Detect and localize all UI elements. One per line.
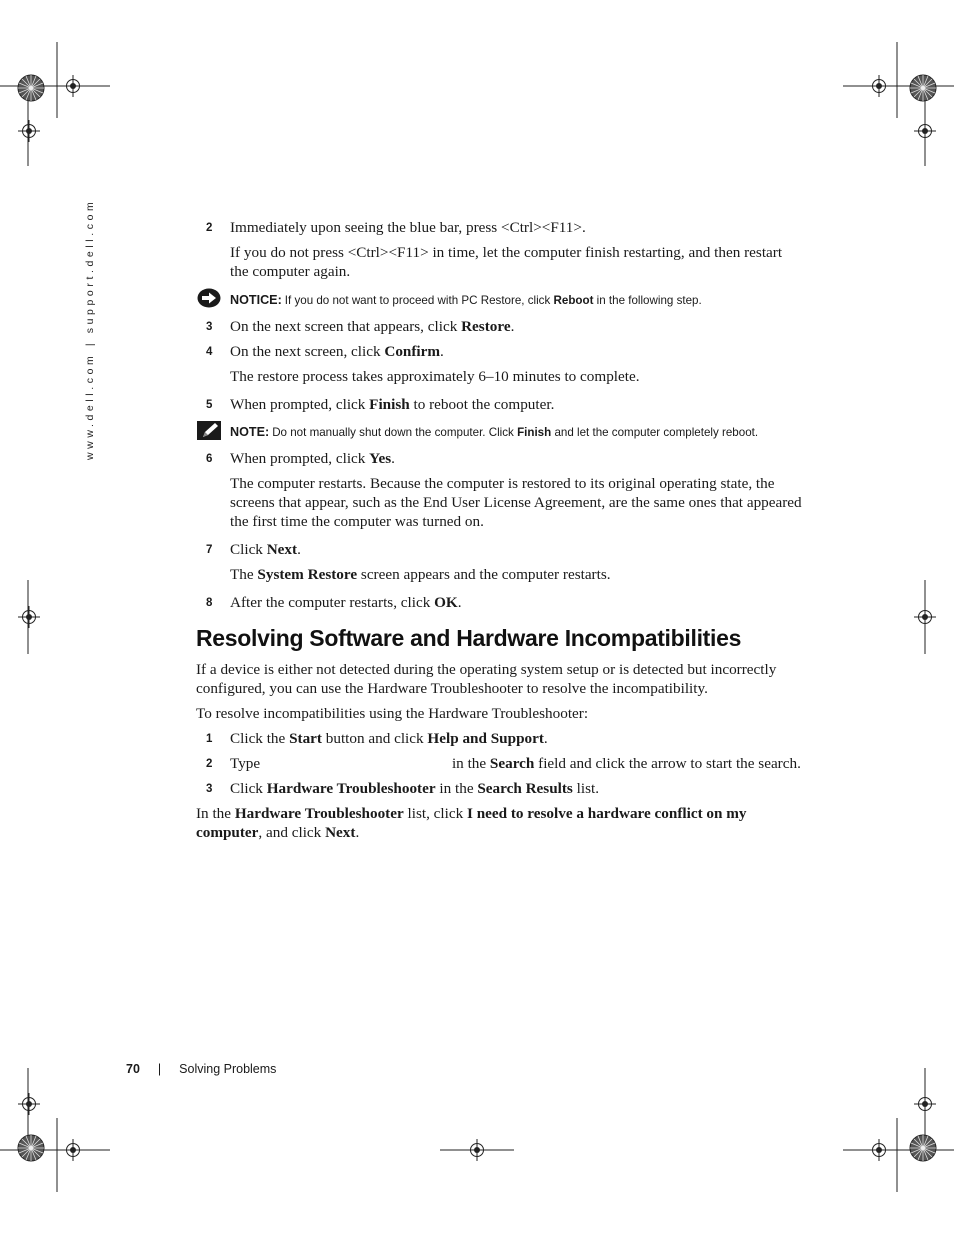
- step-2-detail: If you do not press <Ctrl><F11> in time, let the computer finish restarting, and then restart the computer again.: [230, 244, 783, 280]
- step-text-bold: Start: [289, 730, 322, 747]
- step-7: [196, 540, 816, 559]
- step-text: Click: [230, 541, 267, 558]
- section-intro: If a device is either not detected during the operating system setup or is detected but incorrectly configured, you can use the Hardware Troubleshooter to resolve the incompatibility.: [196, 661, 777, 697]
- section-lead: To resolve incompatibilities using the Hardware Troubleshooter:: [196, 705, 589, 722]
- step-text: .: [391, 450, 395, 467]
- step-number: 5: [206, 399, 213, 411]
- step-text-bold: Search Results: [477, 780, 573, 797]
- step-number: 2: [206, 222, 213, 234]
- step-number: 4: [206, 346, 213, 358]
- step-5: [196, 395, 816, 414]
- step-text: On the next screen, click: [230, 343, 385, 360]
- step-text: Click: [230, 780, 267, 797]
- section-step-3: [196, 779, 816, 798]
- chapter-title: Solving Problems: [179, 1062, 277, 1076]
- step-text-bold: Finish: [369, 396, 410, 413]
- step-text: .: [457, 594, 462, 611]
- step-text: button and click: [321, 730, 428, 747]
- step-text: After the computer restarts, click: [230, 594, 435, 611]
- detail-text: The: [230, 566, 258, 583]
- step-3: [196, 317, 816, 336]
- note-label: NOTE:: [230, 425, 270, 439]
- final-text-bold: I need to resolve a hardware conflict on my computer: [196, 805, 747, 841]
- step-number: 3: [206, 783, 213, 795]
- step-text: On the next screen that appears, click: [230, 318, 462, 335]
- step-number: 2: [206, 758, 213, 770]
- page-footer: [126, 1062, 276, 1076]
- step-text: in the: [448, 755, 490, 772]
- step-text: Click the: [230, 730, 290, 747]
- step-text-bold: Next: [266, 541, 298, 558]
- section-step-2: [196, 754, 816, 773]
- page-content: [196, 218, 816, 842]
- step-text: Type: [230, 755, 261, 772]
- step-7-detail: [196, 565, 816, 584]
- note-text-post: and let the computer completely reboot.: [551, 426, 759, 439]
- detail-text: screen appears and the computer restarts.: [357, 566, 611, 583]
- footer-separator: |: [157, 1062, 162, 1076]
- section-final: [196, 804, 808, 842]
- step-number: 6: [206, 453, 213, 465]
- notice-text-bold: Reboot: [553, 294, 594, 307]
- step-text: When prompted, click: [230, 396, 370, 413]
- step-text-bold: OK: [434, 594, 458, 611]
- note-pencil-icon: [197, 420, 221, 445]
- step-text-bold: Search: [489, 755, 535, 772]
- page-number: 70: [126, 1062, 140, 1076]
- notice-label: NOTICE:: [230, 293, 282, 307]
- step-text: .: [440, 343, 444, 360]
- final-text-bold: Hardware Troubleshooter: [234, 805, 404, 822]
- step-number: 3: [206, 321, 213, 333]
- note-text-pre: Do not manually shut down the computer. Click: [272, 426, 518, 439]
- section-step-1: [196, 729, 816, 748]
- final-text-bold: Next: [325, 824, 356, 841]
- step-number: 8: [206, 597, 213, 609]
- step-6: [196, 449, 816, 468]
- step-6-detail: The computer restarts. Because the computer is restored to its original operating state, the screens that appear, such as the End User License Agreement, are the same ones that appeared the first time the computer was turned on.: [230, 475, 802, 530]
- step-text: in the: [435, 780, 478, 797]
- step-text: to reboot the computer.: [409, 396, 555, 413]
- notice-text-post: in the following step.: [593, 294, 702, 307]
- step-text-bold: Confirm: [384, 343, 441, 360]
- step-text-bold: Help and Support: [427, 730, 544, 747]
- step-text: field and click the arrow to start the search.: [534, 755, 801, 772]
- step-text: .: [297, 541, 301, 558]
- step-text-bold: Restore: [461, 318, 511, 335]
- note-text-bold: Finish: [517, 426, 552, 439]
- step-4-detail: The restore process takes approximately 6–10 minutes to complete.: [230, 368, 640, 385]
- step-number: 7: [206, 544, 213, 556]
- detail-text-bold: System Restore: [257, 566, 358, 583]
- step-4: [196, 342, 816, 361]
- step-text: .: [510, 318, 515, 335]
- notice-callout: [196, 292, 816, 309]
- step-text: Immediately upon seeing the blue bar, press <Ctrl><F11>.: [230, 219, 586, 236]
- final-text: In the: [196, 805, 235, 822]
- step-text: .: [543, 730, 548, 747]
- step-8: [196, 593, 816, 612]
- section-heading: Resolving Software and Hardware Incompatibilities: [196, 625, 742, 651]
- side-website-url: www.dell.com | support.dell.com: [84, 198, 96, 460]
- step-text: When prompted, click: [230, 450, 370, 467]
- step-text-bold: Yes: [369, 450, 392, 467]
- note-callout: [196, 424, 816, 441]
- final-text: , and click: [258, 824, 326, 841]
- final-text: .: [355, 824, 360, 841]
- notice-text-pre: If you do not want to proceed with PC Restore, click: [284, 294, 554, 307]
- step-number: 1: [206, 733, 213, 745]
- step-text: list.: [572, 780, 600, 797]
- step-text-bold: Hardware Troubleshooter: [266, 780, 436, 797]
- final-text: list, click: [403, 805, 467, 822]
- notice-icon: [197, 288, 221, 313]
- step-2: [196, 218, 816, 237]
